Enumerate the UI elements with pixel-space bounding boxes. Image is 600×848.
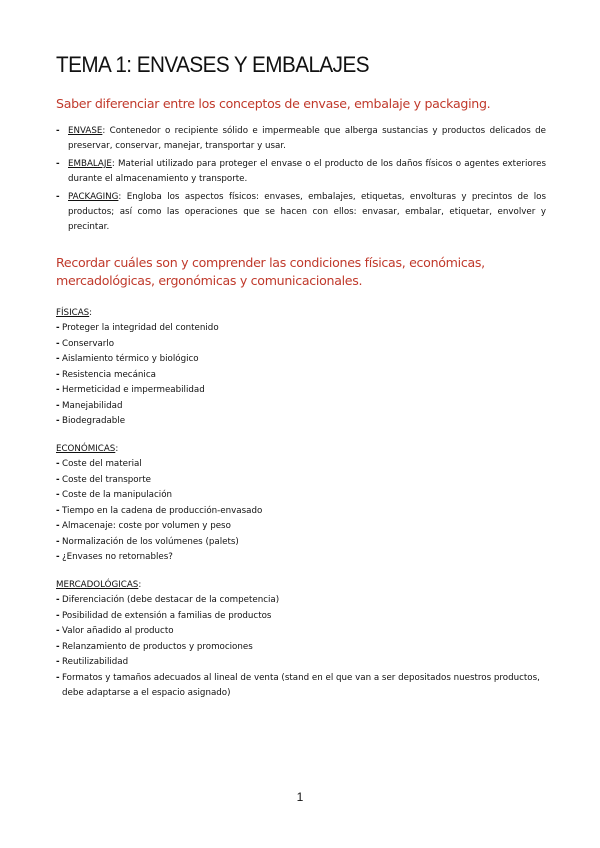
- section-list: [56, 457, 546, 566]
- document-page: [56, 48, 546, 714]
- list-item: - Diferenciación (debe destacar de la competencia): [56, 593, 546, 609]
- section-list: [56, 593, 546, 702]
- page-title: TEMA 1: ENVASES Y EMBALAJES: [56, 52, 369, 77]
- term-envase: ENVASE: [68, 126, 103, 136]
- list-item: - Conservarlo: [56, 337, 546, 353]
- list-item: - Normalización de los volúmenes (palets): [56, 535, 546, 551]
- list-item: - Aislamiento térmico y biológico: [56, 352, 546, 368]
- definitions-list: [56, 124, 546, 236]
- term-packaging: PACKAGING: [68, 191, 119, 202]
- section-heading: ECONÓMICAS:: [56, 443, 119, 454]
- list-item: - Hermeticidad e impermeabilidad: [56, 383, 546, 399]
- section-heading: FÍSICAS:: [56, 307, 93, 318]
- list-item: - Posibilidad de extensión a familias de productos: [56, 609, 546, 625]
- subtitle-objective-1: Saber diferenciar entre los conceptos de envase, embalaje y packaging.: [56, 96, 491, 111]
- subtitle-objective-2: Recordar cuáles son y comprender las condiciones físicas, económicas, mercadológicas, ergonómicas y comunicacionales.: [56, 254, 485, 288]
- list-item: - Almacenaje: coste por volumen y peso: [56, 519, 546, 535]
- section-fisicas: [56, 306, 546, 430]
- list-item: - Coste del material: [56, 457, 546, 473]
- definition-text: : Material utilizado para proteger el envase o el producto de los daños físicos o agentes exteriores durante el almacenamiento y transporte.: [68, 158, 546, 185]
- section-list: [56, 321, 546, 430]
- list-item: - Tiempo en la cadena de producción-envasado: [56, 504, 546, 520]
- list-item: - Valor añadido al producto: [56, 624, 546, 640]
- list-item: - Reutilizabilidad: [56, 655, 546, 671]
- section-heading-label: ECONÓMICAS: [56, 443, 116, 454]
- definition-text: : Engloba los aspectos físicos: envases, embalajes, etiquetas, envolturas y precintos de los productos; así como las operaciones que se hacen con ellos: envasar, embalar, etiquetar, envolver y precintar.: [68, 191, 546, 233]
- list-item: - ¿Envases no retornables?: [56, 550, 546, 566]
- term-embalaje: EMBALAJE: [68, 158, 112, 169]
- list-item: - Biodegradable: [56, 414, 546, 430]
- list-item: - Proteger la integridad del contenido: [56, 321, 546, 337]
- definition-envase: [56, 124, 546, 155]
- section-mercadologicas: [56, 578, 546, 702]
- definition-packaging: [56, 190, 546, 236]
- definition-text: : Contenedor o recipiente sólido e impermeable que alberga sustancias y productos delicados de preservar, conservar, manejar, transportar y usar.: [68, 126, 546, 152]
- list-item: - Manejabilidad: [56, 399, 546, 415]
- section-heading: MERCADOLÓGICAS:: [56, 579, 142, 590]
- list-item: - Coste de la manipulación: [56, 488, 546, 504]
- definition-embalaje: [56, 157, 546, 188]
- section-heading-label: FÍSICAS: [56, 307, 90, 318]
- list-item: - Relanzamiento de productos y promociones: [56, 640, 546, 656]
- list-item: - Formatos y tamaños adecuados al lineal de venta (stand en el que van a ser depositados nuestros productos, debe adaptarse a el espacio asignado): [56, 671, 546, 702]
- page-number: 1: [296, 790, 304, 804]
- section-heading-label: MERCADOLÓGICAS: [56, 579, 139, 590]
- list-item: - Resistencia mecánica: [56, 368, 546, 384]
- list-item: - Coste del transporte: [56, 473, 546, 489]
- section-economicas: [56, 442, 546, 566]
